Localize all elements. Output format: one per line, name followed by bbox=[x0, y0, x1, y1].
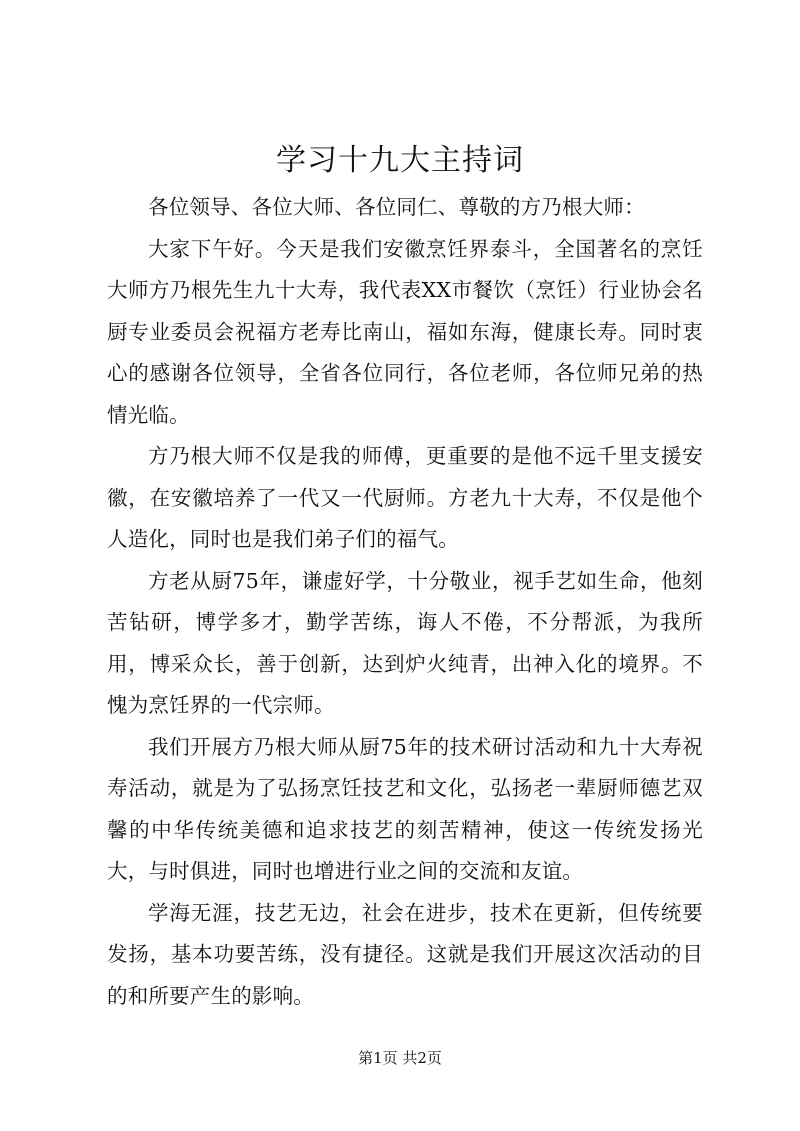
body-paragraph-4: 我们开展方乃根大师从厨75年的技术研讨活动和九十大寿祝寿活动，就是为了弘扬烹饪技艺和文化，弘扬老一辈厨师德艺双馨的中华传统美德和追求技艺的刻苦精神，使这一传统发扬光大，与时俱进，同时也增进行业之间的交流和友谊。 bbox=[107, 734, 703, 883]
page-number-footer: 第1页 共2页 bbox=[358, 1049, 442, 1067]
document-title: 学习十九大主持词 bbox=[276, 143, 524, 178]
document-body bbox=[107, 187, 703, 1017]
body-paragraph-2: 方乃根大师不仅是我的师傅，更重要的是他不远千里支援安徽，在安徽培养了一代又一代厨师。方老九十大寿，不仅是他个人造化，同时也是我们弟子们的福气。 bbox=[107, 444, 703, 551]
body-paragraph-3: 方老从厨75年，谦虚好学，十分敬业，视手艺如生命，他刻苦钻研，博学多才，勤学苦练，诲人不倦，不分帮派，为我所用，博采众长，善于创新，达到炉火纯青，出神入化的境界。不愧为烹饪界的一代宗师。 bbox=[107, 568, 703, 717]
body-paragraph-1: 大家下午好。今天是我们安徽烹饪界泰斗，全国著名的烹饪大师方乃根先生九十大寿，我代表XX市餐饮（烹饪）行业协会名厨专业委员会祝福方老寿比南山，福如东海，健康长寿。同时衷心的感谢各位领导，全省各位同行，各位老师，各位师兄弟的热情光临。 bbox=[107, 236, 703, 427]
body-paragraph-5: 学海无涯，技艺无边，社会在进步，技术在更新，但传统要发扬，基本功要苦练，没有捷径。这就是我们开展这次活动的目的和所要产生的影响。 bbox=[107, 900, 703, 1008]
greeting-paragraph: 各位领导、各位大师、各位同仁、尊敬的方乃根大师： bbox=[148, 195, 645, 219]
